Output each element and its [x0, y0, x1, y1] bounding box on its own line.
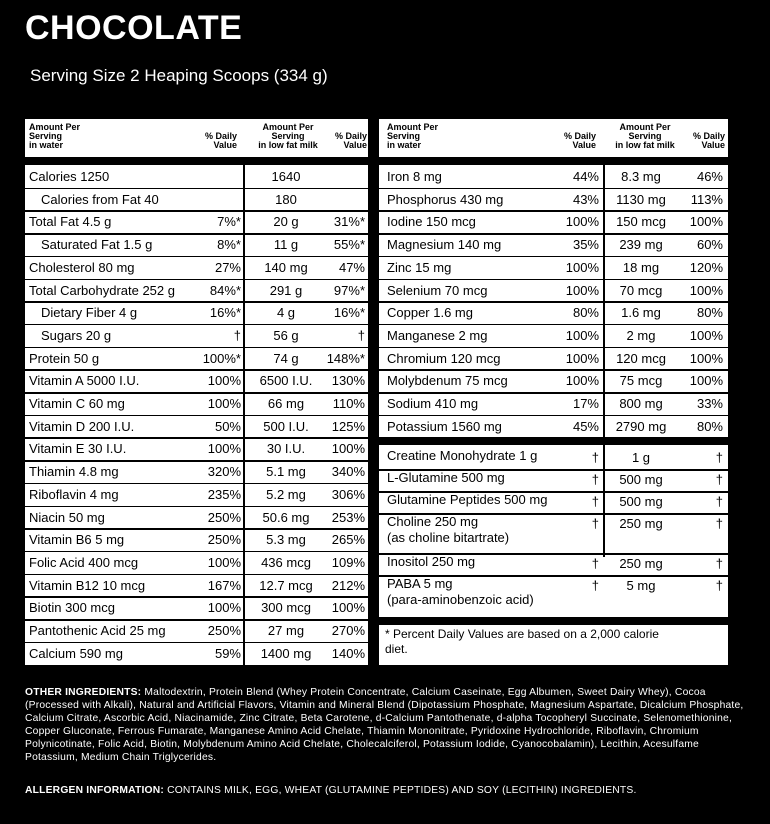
table-header-left: [25, 119, 368, 157]
nutrient-name: Molybdenum 75 mcg: [387, 373, 508, 389]
amount-milk: 30 I.U.: [266, 441, 306, 457]
daily-value-water: 167%: [207, 577, 241, 593]
amount-milk: 27 mg: [267, 623, 305, 638]
amount-milk: 2 mg: [626, 327, 656, 343]
amount-milk: 250 mg: [619, 516, 663, 532]
amount-milk: 500 I.U.: [263, 418, 309, 434]
daily-value-milk: †: [715, 450, 723, 466]
header-line: Serving: [29, 131, 63, 141]
daily-value-water: 45%: [572, 418, 599, 434]
nutrient-name: Niacin 50 mg: [29, 509, 105, 525]
daily-value-milk: 148%*: [326, 350, 365, 366]
daily-value-milk: 100%: [689, 327, 723, 343]
amount-milk: 5 mg: [626, 578, 656, 594]
nutrient-name: Calories from Fat 40: [41, 191, 159, 207]
header-line: Amount Per: [619, 122, 671, 132]
table-row: [25, 439, 368, 462]
nutrient-name: Magnesium 140 mg: [387, 237, 502, 253]
table-row: [379, 394, 728, 417]
header-separator: [379, 157, 728, 165]
footnote-percent: [385, 627, 725, 657]
nutrient-name: Vitamin A 5000 I.U.: [29, 373, 140, 389]
header-amount-water: [29, 123, 129, 150]
daily-value-milk: †: [715, 472, 723, 488]
daily-value-water: 100%: [207, 396, 241, 411]
table-row: [25, 553, 368, 576]
header-line: % Daily: [563, 131, 596, 141]
header-line: in low fat milk: [615, 140, 675, 150]
daily-value-milk: 60%: [696, 237, 723, 253]
amount-milk: 70 mcg: [619, 282, 663, 298]
nutrient-name-sub: (para-aminobenzoic acid): [387, 592, 534, 608]
daily-value-water: 35%: [572, 237, 599, 253]
daily-value-milk: 16%*: [333, 305, 365, 321]
daily-value-water: 44%: [572, 169, 599, 184]
daily-value-milk: 80%: [696, 305, 723, 321]
daily-value-milk: 253%: [331, 509, 365, 525]
allergen-text: CONTAINS MILK, EGG, WHEAT (GLUTAMINE PEPTIDES) AND SOY (LECITHIN) INGREDIENTS.: [167, 785, 637, 796]
amount-milk: 5.1 mg: [266, 464, 306, 480]
header-dv-water: [544, 132, 596, 150]
serving-size: Serving Size 2 Heaping Scoops (334 g): [30, 66, 328, 85]
header-amount-water: [387, 123, 487, 150]
nutrient-name: Vitamin B6 5 mg: [29, 532, 125, 548]
nutrient-name: Calories 1250: [29, 169, 110, 184]
daily-value-water: 80%: [572, 305, 599, 321]
table-row: [25, 576, 368, 599]
amount-milk: 66 mg: [267, 396, 305, 411]
nutrient-name: Vitamin B12 10 mcg: [29, 577, 146, 593]
amount-milk: 1130 mg: [616, 191, 666, 207]
nutrient-name-line: Inositol 250 mg: [387, 554, 476, 570]
nutrient-name-sub: (as choline bitartrate): [387, 530, 510, 546]
footnote-dagger: † Daily Value not established.: [385, 663, 543, 677]
nutrient-name: Potassium 1560 mg: [387, 418, 502, 434]
table-row: [379, 514, 728, 554]
amount-milk: 5.2 mg: [266, 486, 306, 502]
amount-milk: 1.6 mg: [621, 305, 661, 321]
daily-value-water: †: [591, 578, 599, 594]
daily-value-water: 17%: [572, 396, 599, 411]
nutrient-name: Sugars 20 g: [41, 327, 112, 343]
table-row: [25, 235, 368, 258]
daily-value-milk: 47%: [338, 259, 365, 275]
daily-value-water: 320%: [207, 464, 241, 480]
daily-value-milk: †: [715, 494, 723, 510]
section-separator: [379, 617, 728, 625]
daily-value-milk: 125%: [331, 418, 365, 434]
amount-milk: 120 mcg: [616, 350, 666, 366]
daily-value-water: 50%: [214, 418, 241, 434]
table-row: [379, 371, 728, 394]
amount-milk: 8.3 mg: [621, 169, 661, 184]
daily-value-water: 100%: [565, 350, 599, 366]
header-separator: [25, 157, 368, 165]
daily-value-water: 100%: [207, 600, 241, 616]
daily-value-milk: 265%: [331, 532, 365, 548]
daily-value-milk: 100%: [689, 373, 723, 389]
nutrient-name-line: Creatine Monohydrate 1 g: [387, 448, 538, 464]
header-dv-water: [185, 132, 237, 150]
table-row: [25, 326, 368, 349]
amount-milk: 12.7 mcg: [259, 577, 313, 593]
amount-milk: 74 g: [273, 350, 299, 366]
header-line: in low fat milk: [258, 140, 318, 150]
daily-value-water: †: [591, 450, 599, 466]
table-row: [25, 530, 368, 553]
nutrient-name: Calcium 590 mg: [29, 645, 123, 661]
amount-milk: 6500 I.U.: [259, 373, 313, 389]
header-line: % Daily: [692, 131, 725, 141]
daily-value-water: 100%: [207, 441, 241, 457]
daily-value-water: 250%: [207, 532, 241, 548]
nutrient-name: [387, 492, 547, 508]
nutrient-name: Thiamin 4.8 mg: [29, 464, 119, 480]
daily-value-milk: 270%: [331, 623, 365, 638]
daily-value-water: 84%*: [209, 282, 241, 298]
amount-milk: 11 g: [273, 237, 299, 253]
header-line: Serving: [271, 131, 305, 141]
nutrient-name: Dietary Fiber 4 g: [41, 305, 138, 321]
table-row: [25, 644, 368, 667]
nutrient-name: Total Fat 4.5 g: [29, 214, 112, 230]
daily-value-milk: 100%: [331, 600, 365, 616]
amount-milk: 1640: [271, 169, 301, 184]
header-line: Amount Per: [387, 122, 439, 132]
header-line: in water: [387, 140, 422, 150]
daily-value-milk: 31%*: [333, 214, 365, 230]
nutrient-name: [387, 514, 509, 546]
amount-milk: 436 mcg: [261, 554, 311, 570]
daily-value-milk: 140%: [331, 645, 365, 661]
nutrient-name: Copper 1.6 mg: [387, 305, 473, 321]
table-row: [25, 303, 368, 326]
nutrient-name-line: Choline 250 mg: [387, 514, 479, 530]
daily-value-milk: 46%: [696, 169, 723, 184]
header-line: % Daily: [204, 131, 237, 141]
nutrient-name: Phosphorus 430 mg: [387, 191, 504, 207]
nutrient-name: Saturated Fat 1.5 g: [41, 237, 153, 253]
amount-milk: 500 mg: [619, 494, 663, 510]
daily-value-milk: 212%: [331, 577, 365, 593]
nutrient-name: Cholesterol 80 mg: [29, 259, 135, 275]
table-row: [25, 258, 368, 281]
table-row: [25, 508, 368, 531]
amount-milk: 500 mg: [619, 472, 663, 488]
other-ingredients-text: Maltodextrin, Protein Blend (Whey Protein Concentrate, Calcium Caseinate, Egg Albumen, Sweet Dairy Whey), Cocoa (Processed with Alkali), Natural and Artificial Flavors, Vitamin and Mineral Blend (Dipotassium Phosphate, Magnesium Aspartate, Dicalcium Phosphate, Calcium Citrate, Ascorbic Acid, Niacinamide, Zinc Citrate, Beta Carotene, d-Calcium Pantothenate, d-alpha Tocopheryl Succinate, Selenomethionine, Copper Gluconate, Ferrous Fumarate, Manganese Amino Acid Chelate, Thiamin Mononitrate, Pyridoxine Hydrochloride, Riboflavin, Chromium Polynicotinate, Folic Acid, Biotin, Molybdenum Amino Acid Chelate, Cholecalciferol, Potassium Iodide, Cyanocobalamin), Lecithin, Acesulfame Potassium, Medium Chain Triglycerides.: [25, 687, 744, 763]
amount-milk: 75 mcg: [619, 373, 663, 389]
nutrient-name: Iron 8 mg: [387, 169, 442, 184]
daily-value-milk: †: [715, 516, 723, 532]
daily-value-water: 43%: [572, 191, 599, 207]
nutrient-name: Selenium 70 mcg: [387, 282, 488, 298]
nutrient-name: Pantothenic Acid 25 mg: [29, 623, 166, 638]
daily-value-water: †: [233, 327, 241, 343]
header-dv-milk: [315, 132, 367, 150]
table-row: [379, 167, 728, 190]
nutrient-name: [387, 576, 534, 608]
nutrient-name: Chromium 120 mcg: [387, 350, 501, 366]
daily-value-water: 100%: [565, 327, 599, 343]
table-row: [379, 349, 728, 372]
header-line: Amount Per: [262, 122, 314, 132]
nutrient-name: Vitamin C 60 mg: [29, 396, 125, 411]
nutrition-table-left: [25, 119, 368, 665]
nutrition-table-right: [379, 119, 728, 677]
daily-value-milk: 55%*: [333, 237, 365, 253]
amount-milk: 180: [275, 191, 297, 207]
nutrient-name: Sodium 410 mg: [387, 396, 479, 411]
header-line: Serving: [628, 131, 662, 141]
daily-value-water: †: [591, 556, 599, 572]
table-row: [379, 492, 728, 514]
header-line: Value: [213, 140, 237, 150]
amount-milk: 2790 mg: [615, 418, 667, 434]
amount-milk: 18 mg: [622, 259, 660, 275]
daily-value-water: †: [591, 494, 599, 510]
nutrient-name: Biotin 300 mcg: [29, 600, 115, 616]
daily-value-milk: 100%: [689, 214, 723, 230]
allergen-label: ALLERGEN INFORMATION:: [25, 785, 164, 796]
nutrient-name: Total Carbohydrate 252 g: [29, 282, 175, 298]
table-row: [379, 258, 728, 281]
table-row: [25, 190, 368, 213]
header-line: Serving: [387, 131, 421, 141]
other-ingredients: [25, 686, 745, 764]
daily-value-milk: 33%: [696, 396, 723, 411]
daily-value-milk: †: [715, 578, 723, 594]
header-line: Amount Per: [29, 122, 81, 132]
table-row: [25, 167, 368, 190]
daily-value-water: 100%: [207, 373, 241, 389]
table-row: [25, 212, 368, 235]
daily-value-water: 7%*: [217, 214, 241, 230]
header-line: Value: [343, 140, 367, 150]
amount-milk: 5.3 mg: [266, 532, 306, 548]
table-row: [379, 326, 728, 349]
amount-milk: 1400 mg: [260, 645, 312, 661]
amount-milk: 140 mg: [264, 259, 308, 275]
nutrient-name: [387, 554, 475, 570]
nutrient-name: Vitamin E 30 I.U.: [29, 441, 127, 457]
other-ingredients-label: OTHER INGREDIENTS:: [25, 687, 142, 698]
daily-value-milk: †: [357, 327, 365, 343]
daily-value-water: 27%: [214, 259, 241, 275]
daily-value-milk: †: [715, 556, 723, 572]
daily-value-milk: 340%: [331, 464, 365, 480]
table-row: [379, 417, 728, 440]
table-row: [379, 303, 728, 326]
nutrient-name-line: Glutamine Peptides 500 mg: [387, 492, 548, 508]
table-row: [25, 281, 368, 304]
nutrient-name: Protein 50 g: [29, 350, 100, 366]
section-separator: [379, 437, 728, 445]
table-row: [25, 598, 368, 621]
table-row: [379, 448, 728, 470]
daily-value-water: 250%: [207, 509, 241, 525]
table-row: [25, 621, 368, 644]
nutrient-name: [387, 448, 537, 464]
daily-value-water: 16%*: [209, 305, 241, 321]
product-title: CHOCOLATE: [25, 9, 243, 47]
table-row: [25, 485, 368, 508]
nutrient-name: Riboflavin 4 mg: [29, 486, 119, 502]
daily-value-milk: 100%: [331, 441, 365, 457]
table-row: [379, 212, 728, 235]
daily-value-water: 100%: [565, 259, 599, 275]
daily-value-water: 100%: [565, 373, 599, 389]
table-row: [379, 576, 728, 616]
nutrient-name: Vitamin D 200 I.U.: [29, 418, 135, 434]
table-row: [25, 417, 368, 440]
daily-value-milk: 97%*: [333, 282, 365, 298]
daily-value-water: 100%: [207, 554, 241, 570]
daily-value-water: 8%*: [217, 237, 241, 253]
daily-value-water: 100%: [565, 214, 599, 230]
daily-value-milk: 110%: [332, 396, 365, 411]
table-row: [379, 470, 728, 492]
daily-value-water: 100%*: [202, 350, 241, 366]
table-row: [379, 281, 728, 304]
table-row: [379, 554, 728, 576]
daily-value-milk: 113%: [690, 191, 723, 207]
header-line: Value: [572, 140, 596, 150]
nutrient-name-line: L-Glutamine 500 mg: [387, 470, 505, 486]
amount-milk: 150 mcg: [616, 214, 666, 230]
nutrient-name: [387, 470, 505, 486]
amount-milk: 50.6 mg: [262, 509, 310, 525]
table-row: [379, 190, 728, 213]
amount-milk: 291 g: [269, 282, 303, 298]
header-line: Value: [701, 140, 725, 150]
footnote-line: * Percent Daily Values are based on a 2,000 calorie: [385, 627, 659, 641]
daily-value-milk: 130%: [331, 373, 365, 389]
daily-value-water: †: [591, 516, 599, 532]
daily-value-milk: 306%: [331, 486, 365, 502]
daily-value-water: 59%: [214, 645, 241, 661]
table-row: [379, 235, 728, 258]
nutrient-name: Iodine 150 mcg: [387, 214, 476, 230]
daily-value-milk: 100%: [689, 282, 723, 298]
daily-value-water: 250%: [207, 623, 241, 638]
table-header-right: [379, 119, 728, 157]
amount-milk: 1 g: [631, 450, 651, 466]
header-line: in water: [29, 140, 64, 150]
header-line: % Daily: [334, 131, 367, 141]
table-row: [25, 371, 368, 394]
amount-milk: 239 mg: [619, 237, 663, 253]
amount-milk: 56 g: [273, 327, 299, 343]
daily-value-milk: 80%: [696, 418, 723, 434]
footnote-line: diet.: [385, 642, 408, 656]
nutrient-name-line: PABA 5 mg: [387, 576, 453, 592]
daily-value-water: †: [591, 472, 599, 488]
daily-value-milk: 109%: [331, 554, 365, 570]
amount-milk: 300 mcg: [261, 600, 311, 616]
amount-milk: 4 g: [276, 305, 296, 321]
header-dv-milk: [673, 132, 725, 150]
nutrient-name: Zinc 15 mg: [387, 259, 452, 275]
daily-value-milk: 100%: [689, 350, 723, 366]
daily-value-water: 100%: [565, 282, 599, 298]
amount-milk: 800 mg: [619, 396, 663, 411]
nutrient-name: Folic Acid 400 mcg: [29, 554, 139, 570]
table-row: [25, 349, 368, 372]
amount-milk: 20 g: [273, 214, 299, 230]
table-row: [25, 394, 368, 417]
nutrient-name: Manganese 2 mg: [387, 327, 488, 343]
amount-milk: 250 mg: [619, 556, 663, 572]
daily-value-milk: 120%: [689, 259, 723, 275]
daily-value-water: 235%: [207, 486, 241, 502]
allergen-information: [25, 784, 745, 797]
table-row: [25, 462, 368, 485]
